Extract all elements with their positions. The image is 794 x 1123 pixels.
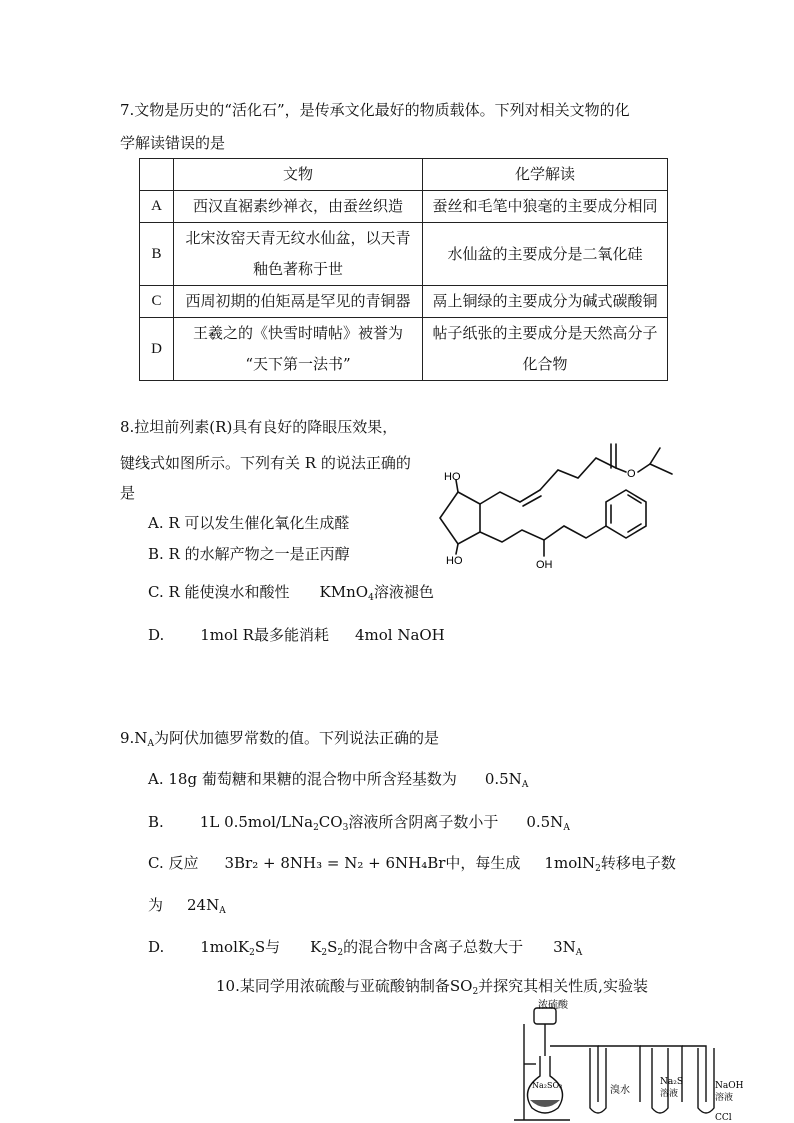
tube1-label: 溴水 bbox=[610, 1085, 630, 1096]
row-interpretation-line1: 帖子纸张的主要成分是天然高分子 bbox=[432, 324, 658, 342]
table-header-row bbox=[140, 159, 668, 191]
table-row bbox=[140, 286, 668, 318]
q10-stem: 10.某同学用浓硫酸与亚硫酸钠制备$SO_2$并探究其相关性质,实验装 bbox=[216, 977, 648, 997]
row-relic: 西周初期的伯矩鬲是罕见的青铜器 bbox=[174, 286, 423, 318]
table-row bbox=[140, 191, 668, 223]
tube3-label-line2: 溶液 bbox=[715, 1093, 734, 1103]
row-interpretation: 蚕丝和毛笔中狼毫的主要成分相同 bbox=[423, 191, 668, 223]
row-label: A bbox=[140, 191, 174, 223]
row-interpretation: 水仙盆的主要成分是二氧化硅 bbox=[423, 223, 668, 286]
row-interpretation bbox=[423, 318, 668, 381]
row-label: B bbox=[140, 223, 174, 286]
row-relic bbox=[174, 318, 423, 381]
tube3-label-line1: NaOH bbox=[715, 1081, 744, 1091]
oh-label: OH bbox=[536, 559, 553, 571]
flask-label: Na₂SO₃ bbox=[532, 1081, 563, 1090]
benzene-ring bbox=[606, 490, 646, 538]
row-relic: 西汉直裾素纱禅衣，由蚕丝织造 bbox=[174, 191, 423, 223]
q8-stem-line2: 键线式如图所示。下列有关 R 的说法正确的 bbox=[120, 454, 411, 472]
row-relic-line1: 王羲之的《快雪时晴帖》被誉为 bbox=[192, 324, 403, 342]
ho-top-label: HO bbox=[444, 471, 461, 483]
q8-option-d: D. 1mol R最多能消耗 4mol NaOH bbox=[148, 626, 445, 644]
row-relic-line1: 北宋汝窑天青无纹水仙盆，以天青 bbox=[185, 229, 411, 247]
q9-option-a: A. 18g 葡萄糖和果糖的混合物中所含羟基数为 $0.5N_A$ bbox=[148, 770, 529, 790]
q9-option-c-line2: 为 $24N_A$ bbox=[148, 896, 226, 916]
row-relic-line2: “天下第一法书” bbox=[245, 355, 351, 373]
row-label: C bbox=[140, 286, 174, 318]
q8-option-a: A. R 可以发生催化氧化生成醛 bbox=[148, 514, 350, 532]
apparatus-diagram bbox=[510, 998, 744, 1123]
lower-chain bbox=[480, 526, 606, 542]
q9-option-c: C. 反应 3Br₂ + 8NH₃ = N₂ + 6NH₄Br中，每生成 1molN$_2$转移电子数 bbox=[148, 854, 676, 874]
acid-label: 浓硫酸 bbox=[538, 1000, 568, 1011]
q9-option-b: B. 1L $0.5mol/LNa_2CO_3$溶液所含阴离子数小于 $0.5N_A$ bbox=[148, 813, 570, 833]
table-row bbox=[140, 318, 668, 381]
tube3-label-line3: CCl bbox=[715, 1113, 732, 1123]
row-relic-line2: 釉色著称于世 bbox=[252, 260, 343, 278]
row-interpretation: 鬲上铜绿的主要成分为碱式碳酸铜 bbox=[423, 286, 668, 318]
q7-relics-table bbox=[139, 158, 668, 381]
q9-stem: $9.N_A$为阿伏加德罗常数的值。下列说法正确的是 bbox=[120, 729, 439, 749]
q7-stem-line1: 7.文物是历史的“活化石”，是传承文化最好的物质载体。下列对相关文物的化 bbox=[120, 101, 630, 119]
latanoprost-structure bbox=[428, 430, 688, 580]
table-header-interpretation: 化学解读 bbox=[423, 159, 668, 191]
q8-option-c: C. R 能使溴水和酸性 KMnO$_4$溶液褪色 bbox=[148, 583, 434, 603]
tube2-label-line2: 溶液 bbox=[660, 1089, 679, 1099]
q7-stem-line2: 学解读错误的是 bbox=[120, 134, 226, 152]
row-interpretation-line2: 化合物 bbox=[522, 355, 568, 373]
tube2-label-line1: Na₂S bbox=[660, 1077, 684, 1087]
q9-option-d: D. 1molK$_2$S与 $K_2S_2$的混合物中含离子总数大于 $3N_A$ bbox=[148, 938, 583, 958]
cyclopentane-ring bbox=[440, 492, 480, 544]
ester-oxygen-label: O bbox=[627, 468, 636, 480]
table-header-relic: 文物 bbox=[174, 159, 423, 191]
table-header-blank bbox=[140, 159, 174, 191]
q8-stem-line1: 8.拉坦前列素(R)具有良好的降眼压效果， bbox=[120, 418, 398, 436]
row-label: D bbox=[140, 318, 174, 381]
ho-bottom-label: HO bbox=[446, 555, 463, 567]
table-row bbox=[140, 223, 668, 286]
row-relic bbox=[174, 223, 423, 286]
q8-stem-line3: 是 bbox=[120, 484, 136, 502]
q8-option-b: B. R 的水解产物之一是正丙醇 bbox=[148, 545, 350, 563]
